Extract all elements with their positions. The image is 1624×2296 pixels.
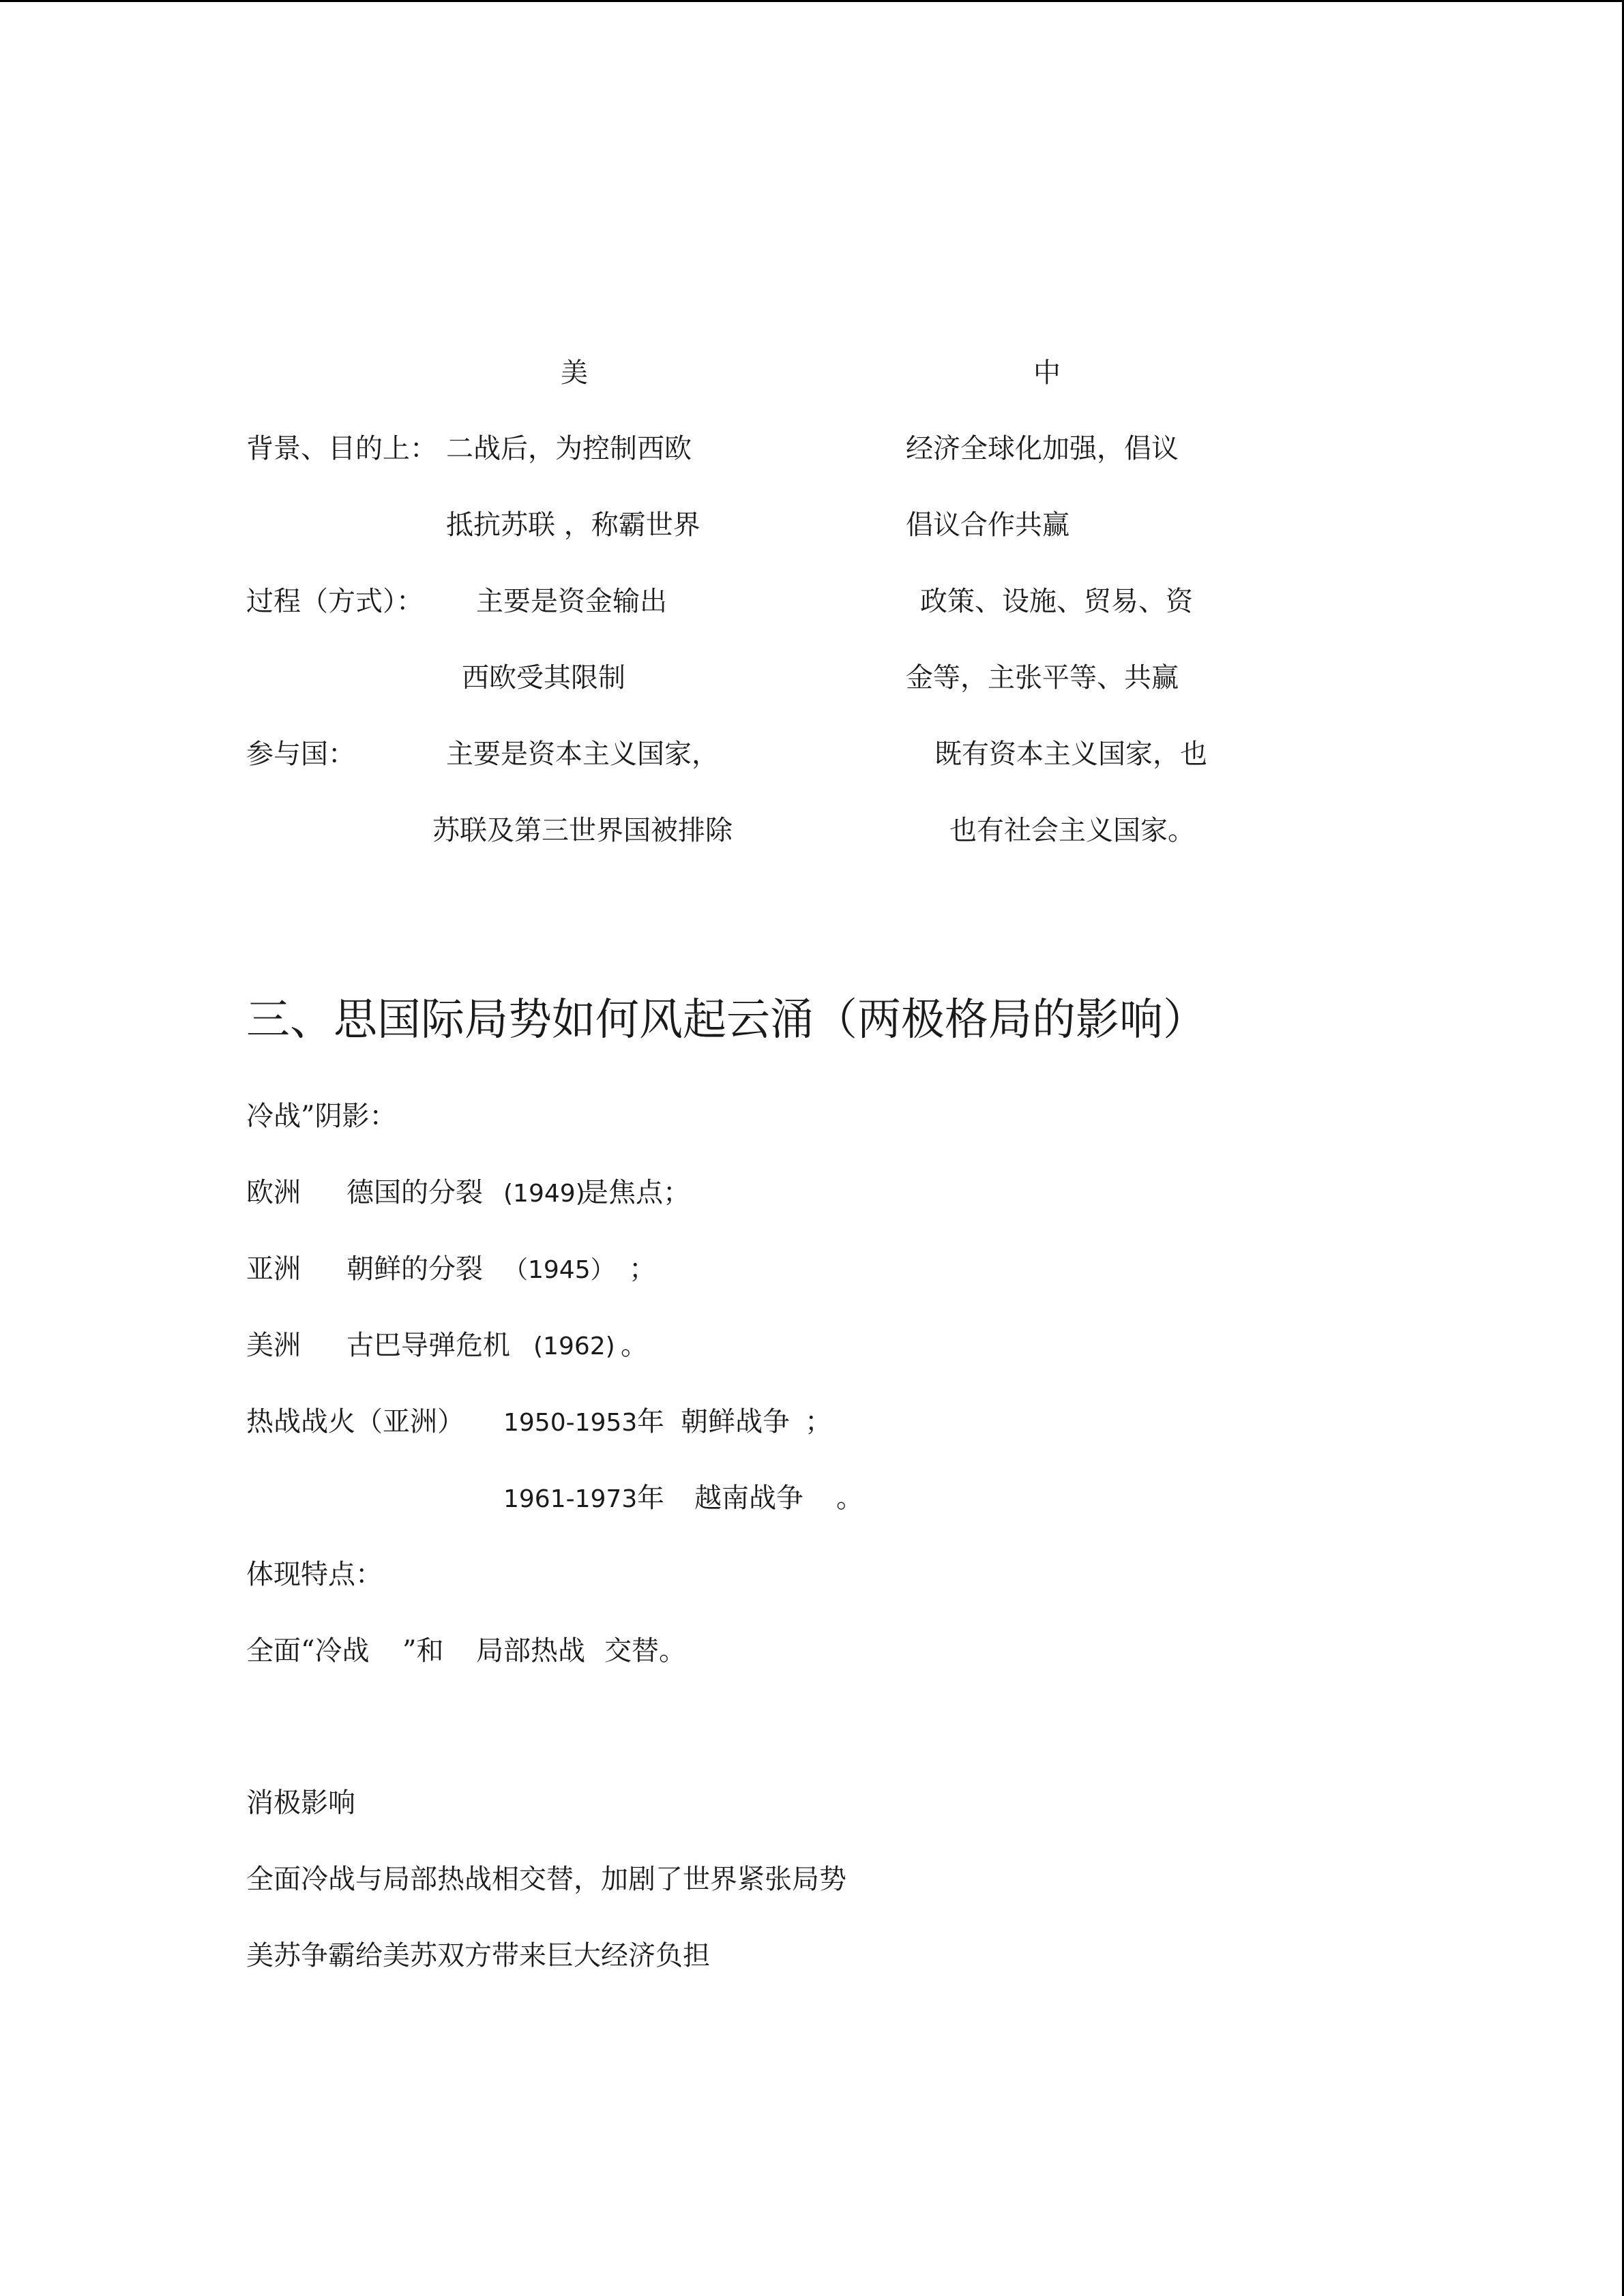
region-asia: 亚洲 bbox=[246, 1253, 301, 1285]
row-cn-process-2: 金等，主张平等、共赢 bbox=[906, 662, 1179, 694]
region-americas-suffix: 。 bbox=[621, 1330, 648, 1361]
row-cn-background-2: 倡议合作共赢 bbox=[906, 509, 1069, 541]
row-label-process: 过程（方式）： bbox=[246, 586, 424, 617]
row-us-process-2: 西欧受其限制 bbox=[462, 662, 625, 694]
features-part-1: 全面“冷战 bbox=[246, 1635, 370, 1667]
region-europe-event: 德国的分裂 bbox=[346, 1177, 483, 1208]
region-americas-event: 古巴导弹危机 bbox=[346, 1330, 510, 1361]
row-cn-participants-2: 也有社会主义国家。 bbox=[949, 815, 1195, 846]
row-label-participants: 参与国： bbox=[246, 739, 355, 770]
hot-war-1-unit: 年 bbox=[637, 1406, 664, 1437]
row-cn-process: 政策、设施、贸易、资 bbox=[920, 586, 1193, 617]
region-asia-year: （1945） bbox=[503, 1256, 615, 1284]
page-top-border bbox=[0, 0, 1624, 2]
row-us-background-2: 抵抗苏联 ，称霸世界 bbox=[446, 509, 700, 541]
region-europe-year: (1949) bbox=[503, 1180, 585, 1208]
row-us-participants-2: 苏联及第三世界国被排除 bbox=[432, 815, 733, 846]
hot-war-1-suffix: ； bbox=[805, 1406, 832, 1437]
hot-war-label: 热战战火（亚洲） bbox=[246, 1406, 464, 1437]
region-americas: 美洲 bbox=[246, 1330, 301, 1361]
features-part-4: 交替。 bbox=[604, 1635, 686, 1667]
section-heading: 三、思国际局势如何风起云涌（两极格局的影响） bbox=[246, 995, 1207, 1045]
hot-war-2-suffix: 。 bbox=[836, 1482, 863, 1514]
region-americas-year: (1962) bbox=[533, 1332, 615, 1360]
row-us-background: 二战后，为控制西欧 bbox=[446, 433, 692, 464]
hot-war-2-unit: 年 bbox=[637, 1482, 664, 1514]
negative-label: 消极影响 bbox=[246, 1787, 355, 1819]
region-asia-event: 朝鲜的分裂 bbox=[346, 1253, 483, 1285]
row-cn-background: 经济全球化加强，倡议 bbox=[906, 433, 1179, 464]
row-us-participants: 主要是资本主义国家， bbox=[446, 739, 719, 770]
row-us-process: 主要是资金输出 bbox=[476, 586, 667, 617]
cold-war-label: 冷战”阴影： bbox=[246, 1101, 397, 1132]
column-header-cn: 中 bbox=[1033, 357, 1061, 389]
hot-war-2-name: 越南战争 bbox=[694, 1482, 803, 1514]
row-label-background: 背景、目的上： bbox=[246, 433, 437, 464]
hot-war-1-name: 朝鲜战争 bbox=[681, 1406, 790, 1437]
hot-war-1-years: 1950-1953 bbox=[503, 1409, 638, 1437]
column-header-us: 美 bbox=[561, 357, 588, 389]
negative-item-1: 全面冷战与局部热战相交替，加剧了世界紧张局势 bbox=[246, 1864, 846, 1895]
region-europe: 欧洲 bbox=[246, 1177, 301, 1208]
features-part-3: 局部热战 bbox=[476, 1635, 585, 1667]
region-europe-suffix: 是焦点； bbox=[581, 1177, 690, 1208]
negative-item-2: 美苏争霸给美苏双方带来巨大经济负担 bbox=[246, 1940, 710, 1971]
features-part-2: ”和 bbox=[402, 1635, 444, 1667]
hot-war-2-years: 1961-1973 bbox=[503, 1485, 638, 1513]
row-cn-participants: 既有资本主义国家，也 bbox=[934, 739, 1207, 770]
region-asia-suffix: ； bbox=[629, 1253, 656, 1285]
features-label: 体现特点： bbox=[246, 1559, 383, 1590]
